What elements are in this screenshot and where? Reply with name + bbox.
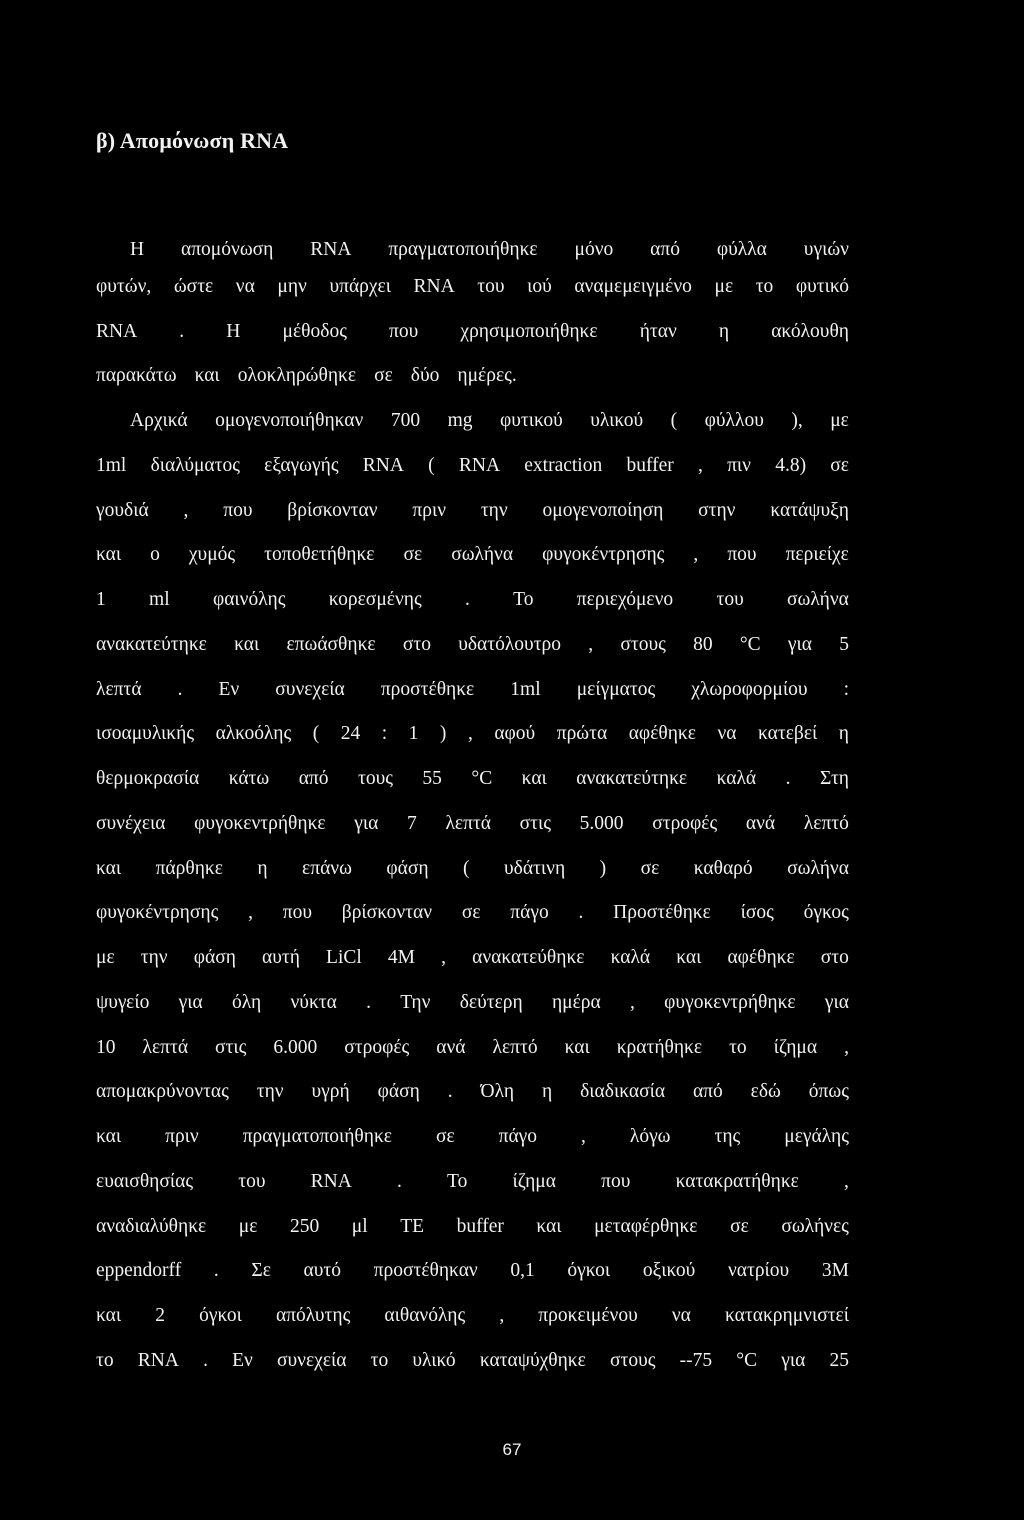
- word: ανακατεύτηκε: [96, 634, 207, 655]
- word: το: [729, 1037, 747, 1058]
- word: του: [238, 1171, 266, 1192]
- word: φύλλα: [716, 239, 767, 260]
- word: ακόλουθη: [771, 321, 849, 342]
- word: όγκος: [803, 902, 849, 923]
- text-line: [96, 721, 849, 747]
- word: του: [716, 589, 744, 610]
- word: extraction: [524, 455, 603, 476]
- word: στους: [620, 634, 666, 655]
- word: νύκτα: [290, 992, 337, 1013]
- word: ,: [183, 500, 189, 521]
- word: mg: [447, 410, 473, 431]
- word: ανακατεύθηκε: [472, 947, 585, 968]
- word: σωλήνα: [787, 858, 849, 879]
- word: κατακρημνιστεί: [725, 1305, 849, 1326]
- word: στις: [215, 1037, 247, 1058]
- word: αιθανόλης: [384, 1305, 466, 1326]
- word: ομογενοποίηση: [542, 500, 664, 521]
- word: στο: [820, 947, 849, 968]
- text-line: [96, 1079, 849, 1105]
- word: buffer: [456, 1216, 504, 1237]
- word: ίσος: [740, 902, 774, 923]
- word: και: [564, 1037, 590, 1058]
- word: --75: [679, 1350, 713, 1371]
- word: κατεβεί: [758, 723, 818, 744]
- word: που: [389, 321, 419, 342]
- word: μέθοδος: [282, 321, 347, 342]
- word: πάρθηκε: [155, 858, 223, 879]
- word: 55: [422, 768, 442, 789]
- word: που: [601, 1171, 631, 1192]
- word: εξαγωγής: [264, 455, 339, 476]
- word: και: [96, 858, 122, 879]
- word: μείγματος: [576, 679, 656, 700]
- text-line: [130, 237, 849, 263]
- word: αυτό: [303, 1260, 342, 1281]
- word: σωλήνα: [451, 544, 514, 565]
- word: απομακρύνοντας: [96, 1081, 229, 1102]
- word: υλικό: [412, 1350, 456, 1371]
- word: η: [542, 1081, 553, 1102]
- text-line: [96, 766, 849, 792]
- text-line: [96, 1124, 849, 1150]
- word: σε: [374, 365, 393, 386]
- word: ήταν: [639, 321, 677, 342]
- text-line: [96, 453, 849, 479]
- word: 1ml: [96, 455, 127, 476]
- word: προστέθηκε: [380, 679, 475, 700]
- word: RNA: [310, 239, 352, 260]
- word: σε: [640, 858, 660, 879]
- word: ml: [149, 589, 170, 610]
- word: Προστέθηκε: [613, 902, 711, 923]
- word: :: [843, 679, 849, 700]
- word: προκειμένου: [538, 1305, 638, 1326]
- word: υγιών: [803, 239, 849, 260]
- word: δεύτερη: [459, 992, 523, 1013]
- word: 5: [839, 634, 849, 655]
- word: RNA: [96, 321, 138, 342]
- word: που: [282, 902, 312, 923]
- text-line: [96, 542, 849, 568]
- word: από: [298, 768, 329, 789]
- word: .: [447, 1081, 453, 1102]
- word: υπάρχει: [329, 276, 391, 297]
- word: πάγο: [510, 902, 549, 923]
- word: eppendorff: [96, 1260, 182, 1281]
- word: υδατόλουτρο: [458, 634, 562, 655]
- word: °C: [739, 634, 761, 655]
- word: και: [676, 947, 702, 968]
- word: ): [599, 858, 607, 879]
- word: λεπτά: [445, 813, 491, 834]
- word: διαλύματος: [150, 455, 240, 476]
- word: .: [179, 321, 185, 342]
- word: .: [366, 992, 371, 1013]
- word: πραγματοποιήθηκε: [242, 1126, 392, 1147]
- word: 1ml: [510, 679, 541, 700]
- word: αφέθηκε: [727, 947, 795, 968]
- word: επάνω: [302, 858, 352, 879]
- text-line: [96, 900, 849, 926]
- word: σε: [730, 1216, 749, 1237]
- word: ημέρες.: [457, 365, 517, 386]
- word: 7: [407, 813, 417, 834]
- word: αυτή: [262, 947, 300, 968]
- word: 4.8): [775, 455, 807, 476]
- word: Το: [513, 589, 534, 610]
- word: πριν: [412, 500, 447, 521]
- text-line: [96, 990, 849, 1016]
- word: περιείχε: [785, 544, 849, 565]
- word: κατάψυξη: [770, 500, 849, 521]
- word: καλά: [610, 947, 651, 968]
- word: υδάτινη: [504, 858, 566, 879]
- word: φάση: [386, 858, 429, 879]
- word: ανά: [436, 1037, 466, 1058]
- word: αναμεμειγμένο: [574, 276, 692, 297]
- word: φυγοκεντρήθηκε: [194, 813, 326, 834]
- text-line: [96, 945, 849, 971]
- text-line: [96, 587, 849, 613]
- word: ,: [844, 1171, 849, 1192]
- word: σε: [830, 455, 849, 476]
- word: ανά: [745, 813, 776, 834]
- text-line: [130, 408, 849, 434]
- text-line: [96, 363, 849, 389]
- word: με: [714, 276, 734, 297]
- word: .: [465, 589, 470, 610]
- word: ο: [150, 544, 160, 565]
- word: RNA: [310, 1171, 352, 1192]
- word: ,: [499, 1305, 505, 1326]
- word: φυτικό: [795, 276, 849, 297]
- text-line: [96, 319, 849, 345]
- word: ,: [581, 1126, 586, 1147]
- text-line: [96, 274, 849, 300]
- word: παρακάτω: [96, 365, 177, 386]
- word: φάση: [377, 1081, 420, 1102]
- section-heading: β) Απομόνωση RNA: [96, 128, 289, 153]
- word: σε: [403, 544, 423, 565]
- word: 80: [693, 634, 713, 655]
- word: 6.000: [273, 1037, 318, 1058]
- word: στις: [519, 813, 551, 834]
- word: μl: [351, 1216, 368, 1237]
- word: νατρίου: [727, 1260, 790, 1281]
- word: και: [96, 544, 122, 565]
- word: για: [178, 992, 203, 1013]
- word: φυγοκέντρησης: [542, 544, 665, 565]
- word: συνέχεια: [96, 813, 166, 834]
- word: .: [578, 902, 584, 923]
- text-line: [96, 811, 849, 837]
- word: διαδικασία: [580, 1081, 666, 1102]
- word: σε: [461, 902, 481, 923]
- word: ημέρα: [551, 992, 601, 1013]
- word: ,: [588, 634, 594, 655]
- word: Η: [226, 321, 241, 342]
- word: το: [96, 1350, 114, 1371]
- word: και: [521, 768, 547, 789]
- word: την: [256, 1081, 284, 1102]
- word: TE: [400, 1216, 425, 1237]
- word: στην: [698, 500, 736, 521]
- word: οξικού: [642, 1260, 696, 1281]
- word: όγκοι: [567, 1260, 611, 1281]
- word: βρίσκονταν: [341, 902, 433, 923]
- word: 25: [829, 1350, 849, 1371]
- word: .: [785, 768, 791, 789]
- word: ,: [248, 902, 253, 923]
- word: ίζημα: [512, 1171, 556, 1192]
- word: 1: [408, 723, 419, 744]
- text-line: [96, 1214, 849, 1240]
- word: υγρή: [311, 1081, 350, 1102]
- word: το: [755, 276, 774, 297]
- word: από: [650, 239, 680, 260]
- word: τοποθετήθηκε: [264, 544, 375, 565]
- word: ,: [844, 1037, 849, 1058]
- word: χρησιμοποιήθηκε: [460, 321, 598, 342]
- word: RNA: [137, 1350, 179, 1371]
- word: 24: [340, 723, 361, 744]
- word: 250: [289, 1216, 320, 1237]
- word: ,: [693, 544, 699, 565]
- word: (: [428, 455, 435, 476]
- word: προστέθηκαν: [373, 1260, 478, 1281]
- word: φάση: [193, 947, 236, 968]
- word: ώστε: [173, 276, 214, 297]
- word: .: [177, 679, 183, 700]
- word: αφέθηκε: [628, 723, 696, 744]
- word: και: [96, 1305, 122, 1326]
- word: ισοαμυλικής: [96, 723, 195, 744]
- word: 2: [155, 1305, 165, 1326]
- word: πραγματοποιήθηκε: [388, 239, 538, 260]
- word: (: [312, 723, 320, 744]
- word: στο: [402, 634, 431, 655]
- word: 1: [96, 589, 106, 610]
- word: δύο: [410, 365, 440, 386]
- word: η: [838, 723, 849, 744]
- page-number: 67: [502, 1440, 522, 1459]
- word: να: [717, 723, 737, 744]
- text-line: [96, 1169, 849, 1195]
- word: .: [203, 1350, 208, 1371]
- word: Αρχικά: [130, 410, 188, 431]
- word: όλη: [231, 992, 262, 1013]
- word: της: [714, 1126, 741, 1147]
- word: Η: [130, 239, 145, 260]
- word: στους: [609, 1350, 656, 1371]
- word: αλκοόλης: [215, 723, 292, 744]
- word: βρίσκονταν: [287, 500, 378, 521]
- word: φυτικού: [499, 410, 563, 431]
- word: που: [727, 544, 757, 565]
- word: Εν: [218, 679, 240, 700]
- word: αναδιαλύθηκε: [96, 1216, 207, 1237]
- text-line: [96, 1035, 849, 1061]
- word: και: [96, 1126, 122, 1147]
- word: 10: [96, 1037, 116, 1058]
- word: φαινόλης: [212, 589, 286, 610]
- word: υλικού: [590, 410, 644, 431]
- word: ομογενοποιήθηκαν: [215, 410, 364, 431]
- word: λεπτό: [803, 813, 849, 834]
- word: το: [370, 1350, 389, 1371]
- word: κατακρατήθηκε: [675, 1171, 799, 1192]
- word: συνεχεία: [275, 679, 345, 700]
- word: κάτω: [228, 768, 270, 789]
- word: που: [223, 500, 253, 521]
- word: συνεχεία: [277, 1350, 347, 1371]
- word: φυγοκέντρησης: [96, 902, 219, 923]
- word: °C: [471, 768, 493, 789]
- word: στροφές: [344, 1037, 410, 1058]
- word: για: [787, 634, 812, 655]
- word: θερμοκρασία: [96, 768, 200, 789]
- word: την: [480, 500, 508, 521]
- word: απομόνωση: [180, 239, 274, 260]
- word: φυγοκεντρήθηκε: [664, 992, 796, 1013]
- word: Το: [447, 1171, 468, 1192]
- word: γουδιά: [96, 500, 149, 521]
- word: buffer: [626, 455, 674, 476]
- word: πριν: [165, 1126, 199, 1147]
- word: σε: [435, 1126, 455, 1147]
- word: καλά: [716, 768, 757, 789]
- text-line: [96, 677, 849, 703]
- word: °C: [736, 1350, 758, 1371]
- word: LiCl: [326, 947, 362, 968]
- word: χλωροφορμίου: [691, 679, 808, 700]
- word: μεταφέρθηκε: [594, 1216, 698, 1237]
- word: Εν: [232, 1350, 253, 1371]
- word: με: [96, 947, 115, 968]
- word: περιεχόμενο: [576, 589, 674, 610]
- word: με: [238, 1216, 258, 1237]
- word: :: [381, 723, 388, 744]
- word: RNA: [362, 455, 404, 476]
- word: ιού: [527, 276, 552, 297]
- word: πάγο: [498, 1126, 538, 1147]
- word: ,: [697, 455, 703, 476]
- word: ολοκληρώθηκε: [237, 365, 357, 386]
- word: πρώτα: [556, 723, 608, 744]
- word: τους: [357, 768, 393, 789]
- word: ανακατεύτηκε: [576, 768, 688, 789]
- word: χυμός: [188, 544, 236, 565]
- word: και: [536, 1216, 562, 1237]
- word: ,: [441, 947, 446, 968]
- word: αφού: [494, 723, 536, 744]
- word: του: [477, 276, 505, 297]
- word: για: [354, 813, 379, 834]
- text-line: [96, 1258, 849, 1284]
- word: για: [824, 992, 849, 1013]
- word: φυτών,: [96, 276, 152, 297]
- word: για: [781, 1350, 806, 1371]
- word: ψυγείο: [96, 992, 150, 1013]
- word: ,: [467, 723, 473, 744]
- word: πιν: [727, 455, 751, 476]
- word: ),: [791, 410, 803, 431]
- text-line: [96, 632, 849, 658]
- word: 3M: [821, 1260, 849, 1281]
- word: καταψύχθηκε: [479, 1350, 586, 1371]
- word: με: [830, 410, 849, 431]
- word: από: [692, 1081, 723, 1102]
- word: 5.000: [579, 813, 624, 834]
- word: Σε: [251, 1260, 271, 1281]
- text-line: [96, 856, 849, 882]
- word: την: [140, 947, 168, 968]
- word: Στη: [819, 768, 849, 789]
- word: και: [194, 365, 220, 386]
- text-line: [96, 498, 849, 524]
- word: Την: [400, 992, 431, 1013]
- word: (: [670, 410, 678, 431]
- word: όπως: [808, 1081, 849, 1102]
- word: η: [257, 858, 268, 879]
- word: ίζημα: [773, 1037, 818, 1058]
- word: να: [235, 276, 255, 297]
- word: 0,1: [510, 1260, 535, 1281]
- word: λεπτά: [142, 1037, 189, 1058]
- word: 700: [390, 410, 421, 431]
- word: ): [439, 723, 447, 744]
- word: επωάσθηκε: [286, 634, 376, 655]
- word: .: [397, 1171, 402, 1192]
- word: όγκοι: [199, 1305, 242, 1326]
- word: φύλλου: [704, 410, 764, 431]
- word: 4M: [387, 947, 416, 968]
- word: RNA: [458, 455, 501, 476]
- word: ευαισθησίας: [96, 1171, 194, 1192]
- word: σωλήνα: [787, 589, 849, 610]
- word: στροφές: [652, 813, 718, 834]
- word: RNA: [413, 276, 455, 297]
- word: λόγω: [629, 1126, 671, 1147]
- word: λεπτά: [96, 679, 142, 700]
- word: μόνο: [574, 239, 614, 260]
- word: (: [463, 858, 470, 879]
- word: η: [718, 321, 730, 342]
- word: σωλήνες: [781, 1216, 849, 1237]
- word: κορεσμένης: [328, 589, 422, 610]
- word: λεπτό: [492, 1037, 538, 1058]
- word: απόλυτης: [275, 1305, 351, 1326]
- word: να: [671, 1305, 691, 1326]
- word: .: [213, 1260, 219, 1281]
- text-line: [96, 1348, 849, 1374]
- word: ,: [630, 992, 635, 1013]
- text-line: [96, 1303, 849, 1329]
- word: μεγάλης: [784, 1126, 849, 1147]
- word: και: [234, 634, 260, 655]
- word: καθαρό: [693, 858, 753, 879]
- word: Όλη: [480, 1081, 515, 1102]
- word: κρατήθηκε: [616, 1037, 703, 1058]
- word: μην: [277, 276, 307, 297]
- word: εδώ: [750, 1081, 781, 1102]
